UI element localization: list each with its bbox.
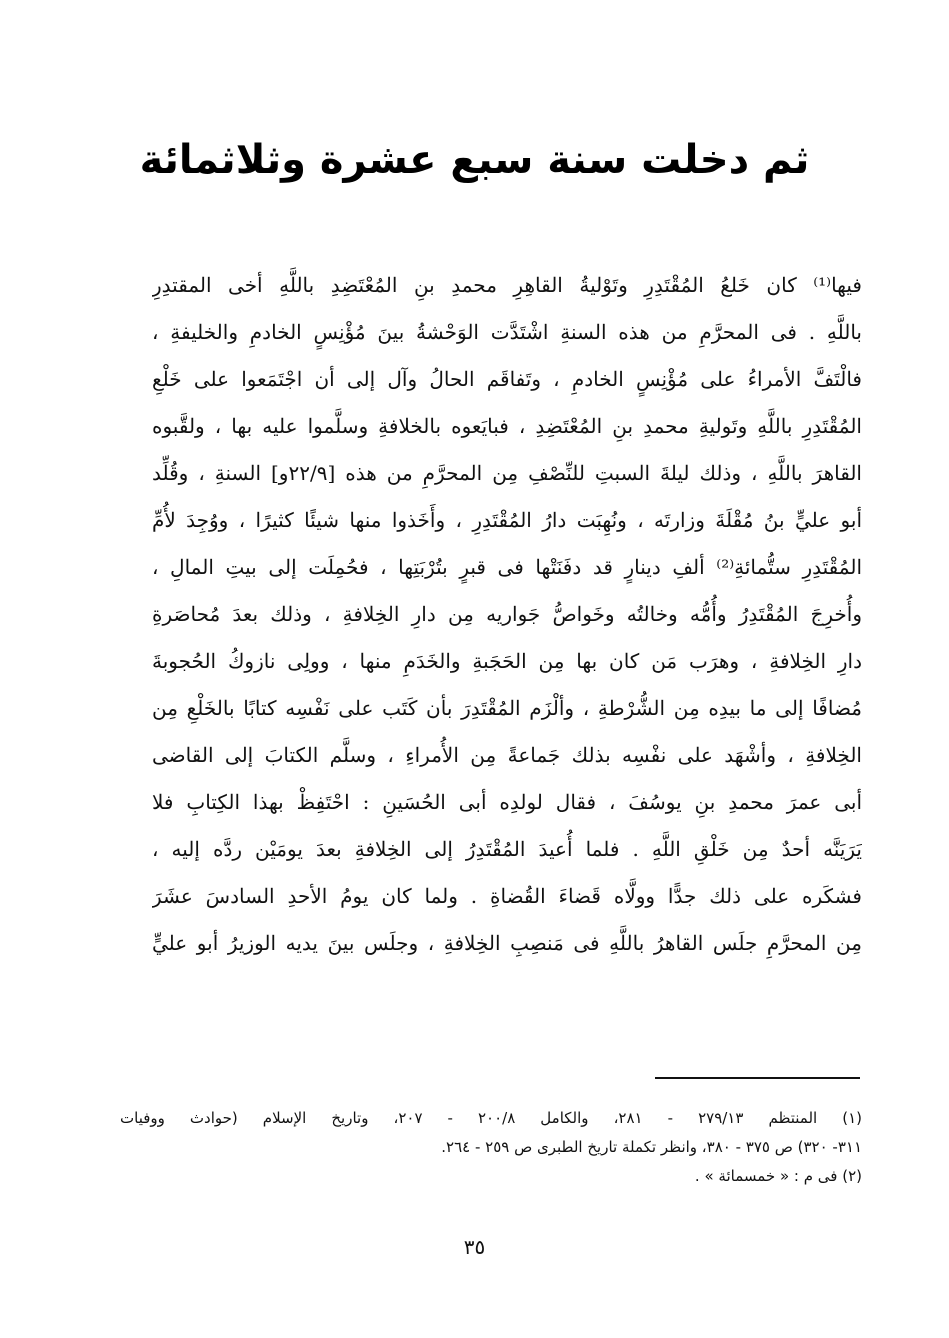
- body-line: مِن المحرَّمِ جلَس القاهرُ باللَّهِ فى مَنصِبِ الخِلافةِ ، وجلَس بينَ يديه الوزيرُ أبو عليٍّ: [152, 931, 862, 955]
- body-line: أبى عمرَ محمدِ بنِ يوسُفَ ، فقال لولدِه أبى الحُسَينِ : احْتَفِظْ بهذا الكِتابِ فلا: [152, 790, 862, 814]
- body-line: المُقْتَدِرِ ستُّمائةِ⁽²⁾ ألفِ دينارٍ قد دفَنَتْها فى قبرٍ بتُرْبَتِها ، فحُمِلَت إلى بيتِ المالِ ،: [152, 555, 862, 579]
- body-line: فالْتَفَّ الأمراءُ على مُؤْنِسٍ الخادمِ ، وتَفاقَم الحالُ وآل إلى أن اجْتَمَعوا على خَلْعِ: [152, 367, 862, 391]
- body-line: القاهرَ باللَّهِ ، وذلك ليلةَ السبتِ للنِّصْفِ مِن المحرَّمِ من هذه [٢٢/٩و] السنةِ ، وقُلِّد: [152, 461, 862, 485]
- footnote-divider: [655, 1077, 860, 1079]
- body-line: وأُخرِجَ المُقْتَدِرُ وأُمُّه وخالتُه وخَواصُّ جَواريه مِن دارِ الخِلافةِ ، وذلك بعدَ مُحاصَرةِ: [152, 602, 862, 626]
- body-line: المُقْتَدِرِ باللَّهِ وتَوليةِ محمدِ بنِ المُعْتَضِدِ ، فبايَعوه بالخلافةِ وسلَّموا عليه بها ، ولقَّبوه: [152, 414, 862, 438]
- body-line: الخِلافةِ ، وأشْهَد على نفْسِه بذلك جَماعةً مِن الأُمراءِ ، وسلَّم الكتابَ إلى القاضى: [152, 743, 862, 767]
- footnote-line: ٣١١- ٣٢٠) ص ٣٧٥ - ٣٨٠، وانظر تكملة تاريخ الطبرى ص ٢٥٩ - ٢٦٤.: [441, 1138, 862, 1156]
- body-line: باللَّهِ . فى المحرَّمِ من هذه السنةِ اشْتَدَّت الوَحْشةُ بينَ مُؤْنِسٍ الخادمِ والخليفةِ ،: [152, 320, 862, 344]
- body-line: فشكَره على ذلك جدًّا وولَّاه قَضاءَ القُضاةِ . ولما كان يومُ الأحدِ السادسَ عشَرَ: [152, 884, 862, 908]
- body-line: فيها⁽¹⁾ كان خَلعُ المُقْتَدِرِ وتَوْليةُ القاهِرِ محمدِ بنِ المُعْتَضِدِ باللَّهِ أخى المقتدِرِ: [152, 273, 862, 297]
- footnote-line: (٢) فى م : « خمسمائة » .: [694, 1167, 862, 1185]
- body-line: مُضافًا إلى ما بيدِه مِن الشُّرْطةِ ، وألْزَم المُقْتَدِرَ بأن كَتَب على نَفْسِه كتابًا بالخَلْعِ مِن: [152, 696, 862, 720]
- body-line: أبو عليٍّ بنُ مُقْلَةَ وزارتَه ، ونُهِبَت دارُ المُقْتَدِرِ ، وأَخَذوا منها شيئًا كثيرًا ، ووُجِدَ لأُمِّ: [152, 508, 862, 532]
- chapter-heading: ثم دخلت سنة سبع عشرة وثلاثمائة: [139, 137, 810, 183]
- footnotes: [120, 1104, 862, 1191]
- body-line: دارِ الخِلافةِ ، وهرَب مَن كان بها مِن الحَجَبةِ والخَدَمِ منها ، وولِى نازوكُ الحُجوبةَ: [152, 649, 862, 673]
- footnote-line: (١) المنتظم ٢٧٩/١٣ - ٢٨١، والكامل ٢٠٠/٨ - ٢٠٧، وتاريخ الإسلام (حوادث ووفيات: [120, 1109, 862, 1127]
- page-number: ٣٥: [463, 1235, 486, 1259]
- body-line: يَرَيَنَّه أحدٌ مِن خَلْقِ اللَّهِ . فلما أُعيدَ المُقْتَدِرُ إلى الخِلافةِ بعدَ يومَيْن ردَّه إليه ،: [152, 837, 862, 861]
- body-text: [152, 262, 862, 967]
